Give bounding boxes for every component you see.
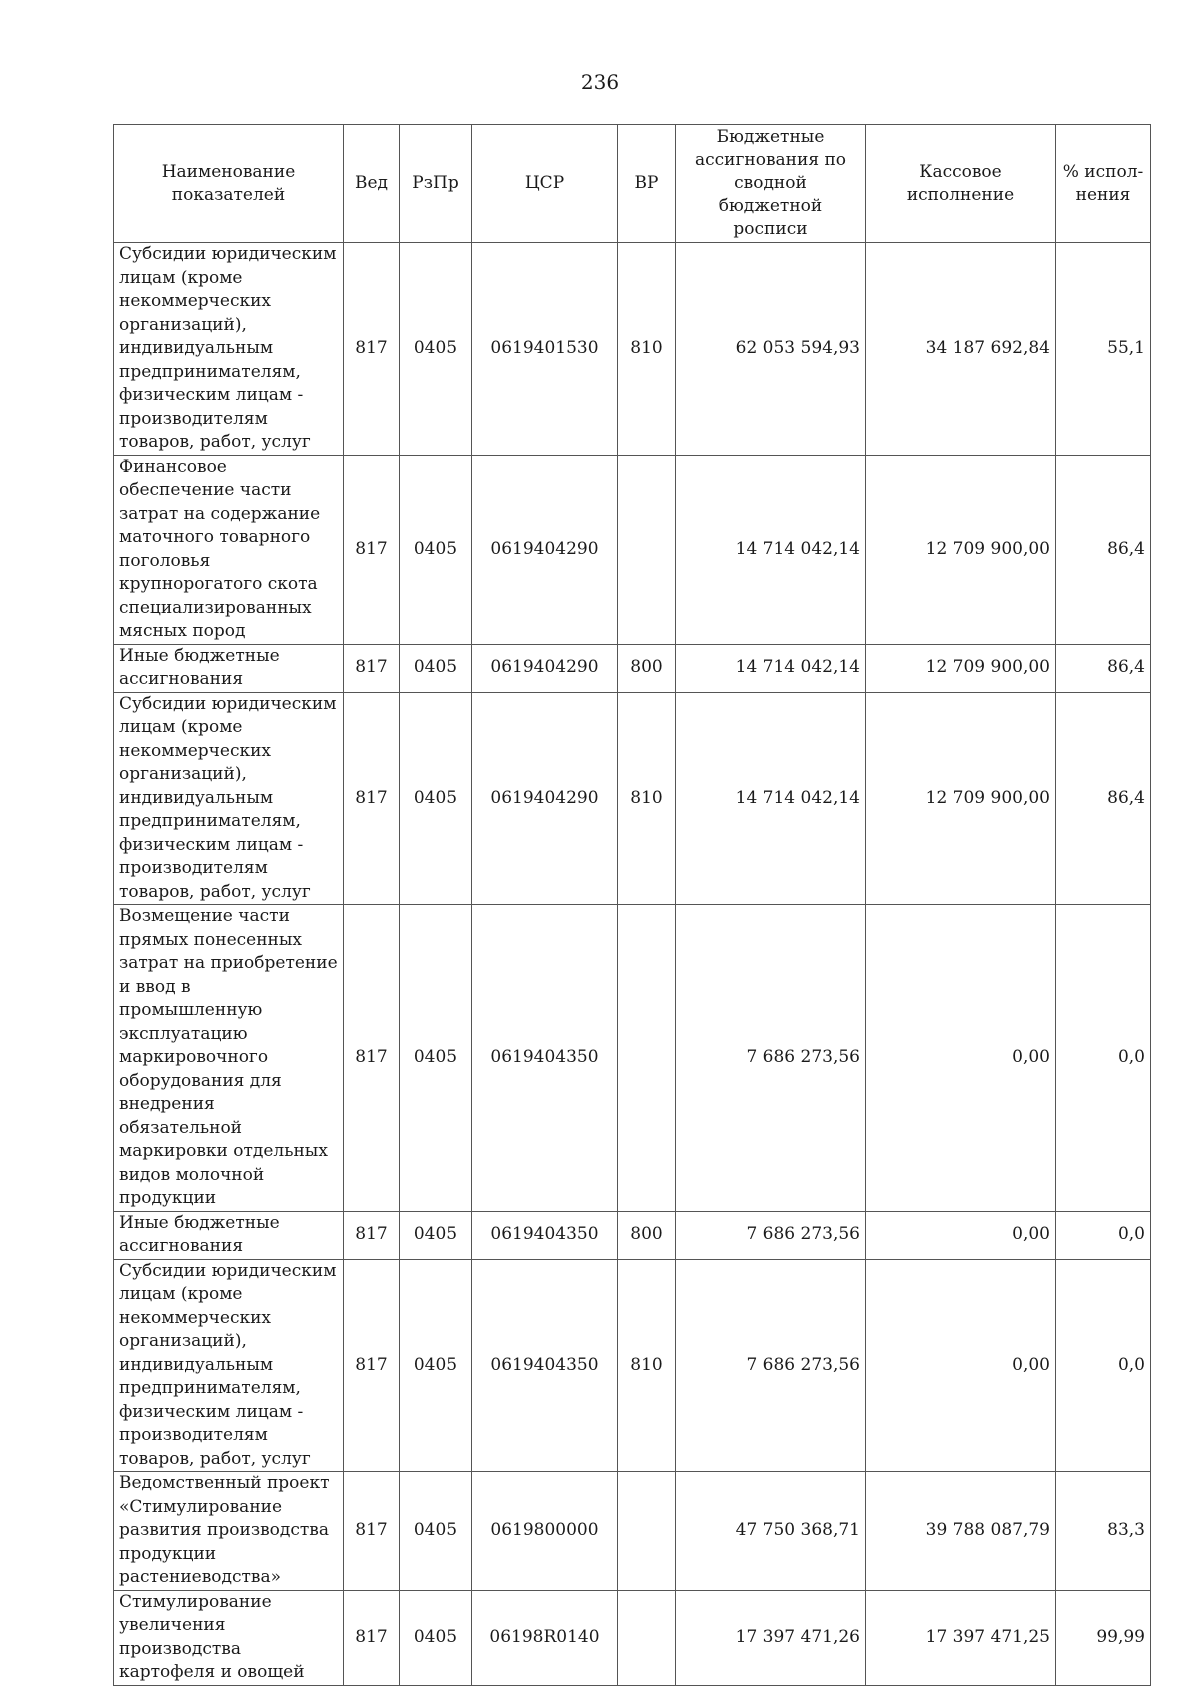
cell-vr: 800 xyxy=(618,644,676,692)
cell-percent: 0,0 xyxy=(1056,1211,1151,1259)
cell-csr: 0619401530 xyxy=(472,243,618,456)
cell-assigned: 14 714 042,14 xyxy=(676,692,866,905)
cell-ved: 817 xyxy=(344,243,400,456)
cell-csr: 0619800000 xyxy=(472,1472,618,1591)
cell-assigned: 14 714 042,14 xyxy=(676,644,866,692)
cell-name: Субсидии юридическим лицам (кроме некоммерческих организаций), индивидуальным предпринимателям, физическим лицам - производителям товаров, работ, услуг xyxy=(114,243,344,456)
header-name: Наименование показателей xyxy=(114,125,344,243)
header-percent: % испол-нения xyxy=(1056,125,1151,243)
cell-assigned: 62 053 594,93 xyxy=(676,243,866,456)
cell-csr: 0619404290 xyxy=(472,644,618,692)
cell-rzpr: 0405 xyxy=(400,243,472,456)
cell-percent: 0,0 xyxy=(1056,1259,1151,1472)
cell-ved: 817 xyxy=(344,1211,400,1259)
cell-name: Иные бюджетные ассигнования xyxy=(114,1211,344,1259)
table-header-row xyxy=(114,125,1151,243)
cell-ved: 817 xyxy=(344,455,400,644)
cell-cash: 12 709 900,00 xyxy=(866,692,1056,905)
cell-rzpr: 0405 xyxy=(400,1590,472,1685)
cell-ved: 817 xyxy=(344,905,400,1212)
cell-cash: 12 709 900,00 xyxy=(866,644,1056,692)
table-row xyxy=(114,455,1151,644)
table-row xyxy=(114,243,1151,456)
cell-ved: 817 xyxy=(344,692,400,905)
cell-name: Субсидии юридическим лицам (кроме некоммерческих организаций), индивидуальным предпринимателям, физическим лицам - производителям товаров, работ, услуг xyxy=(114,1259,344,1472)
cell-rzpr: 0405 xyxy=(400,1472,472,1591)
cell-cash: 34 187 692,84 xyxy=(866,243,1056,456)
cell-vr xyxy=(618,905,676,1212)
cell-cash: 39 788 087,79 xyxy=(866,1472,1056,1591)
cell-vr xyxy=(618,1590,676,1685)
header-vr: ВР xyxy=(618,125,676,243)
cell-percent: 86,4 xyxy=(1056,455,1151,644)
cell-percent: 0,0 xyxy=(1056,905,1151,1212)
cell-ved: 817 xyxy=(344,1472,400,1591)
cell-name: Субсидии юридическим лицам (кроме некоммерческих организаций), индивидуальным предпринимателям, физическим лицам - производителям товаров, работ, услуг xyxy=(114,692,344,905)
cell-csr: 0619404350 xyxy=(472,905,618,1212)
budget-execution-table xyxy=(113,124,1151,1686)
cell-ved: 817 xyxy=(344,1590,400,1685)
cell-name: Возмещение части прямых понесенных затрат на приобретение и ввод в промышленную эксплуатацию маркировочного оборудования для внедрения обязательной маркировки отдельных видов молочной продукции xyxy=(114,905,344,1212)
cell-percent: 86,4 xyxy=(1056,644,1151,692)
cell-vr xyxy=(618,455,676,644)
header-cash: Кассовое исполнение xyxy=(866,125,1056,243)
cell-cash: 0,00 xyxy=(866,1259,1056,1472)
cell-cash: 0,00 xyxy=(866,1211,1056,1259)
header-assigned: Бюджетные ассигнования по сводной бюджетной росписи xyxy=(676,125,866,243)
table-row xyxy=(114,1211,1151,1259)
cell-assigned: 7 686 273,56 xyxy=(676,905,866,1212)
table-row xyxy=(114,692,1151,905)
cell-rzpr: 0405 xyxy=(400,644,472,692)
cell-rzpr: 0405 xyxy=(400,1211,472,1259)
cell-vr: 810 xyxy=(618,1259,676,1472)
table-row xyxy=(114,644,1151,692)
cell-percent: 99,99 xyxy=(1056,1590,1151,1685)
cell-csr: 0619404290 xyxy=(472,692,618,905)
cell-assigned: 17 397 471,26 xyxy=(676,1590,866,1685)
cell-cash: 0,00 xyxy=(866,905,1056,1212)
cell-ved: 817 xyxy=(344,1259,400,1472)
cell-vr: 800 xyxy=(618,1211,676,1259)
header-csr: ЦСР xyxy=(472,125,618,243)
table-row xyxy=(114,1259,1151,1472)
cell-percent: 83,3 xyxy=(1056,1472,1151,1591)
cell-percent: 86,4 xyxy=(1056,692,1151,905)
header-ved: Вед xyxy=(344,125,400,243)
cell-csr: 0619404350 xyxy=(472,1259,618,1472)
cell-percent: 55,1 xyxy=(1056,243,1151,456)
cell-name: Финансовое обеспечение части затрат на содержание маточного товарного поголовья крупнорогатого скота специализированных мясных пород xyxy=(114,455,344,644)
cell-assigned: 7 686 273,56 xyxy=(676,1211,866,1259)
cell-rzpr: 0405 xyxy=(400,455,472,644)
cell-vr: 810 xyxy=(618,243,676,456)
table-row xyxy=(114,1590,1151,1685)
cell-vr xyxy=(618,1472,676,1591)
page-number: 236 xyxy=(580,70,620,94)
cell-csr: 0619404290 xyxy=(472,455,618,644)
cell-cash: 17 397 471,25 xyxy=(866,1590,1056,1685)
cell-csr: 06198R0140 xyxy=(472,1590,618,1685)
cell-vr: 810 xyxy=(618,692,676,905)
cell-name: Иные бюджетные ассигнования xyxy=(114,644,344,692)
table-body xyxy=(114,243,1151,1686)
header-rzpr: РзПр xyxy=(400,125,472,243)
cell-csr: 0619404350 xyxy=(472,1211,618,1259)
table-row xyxy=(114,905,1151,1212)
cell-rzpr: 0405 xyxy=(400,1259,472,1472)
cell-rzpr: 0405 xyxy=(400,692,472,905)
table-row xyxy=(114,1472,1151,1591)
cell-assigned: 47 750 368,71 xyxy=(676,1472,866,1591)
cell-assigned: 7 686 273,56 xyxy=(676,1259,866,1472)
cell-rzpr: 0405 xyxy=(400,905,472,1212)
cell-cash: 12 709 900,00 xyxy=(866,455,1056,644)
cell-ved: 817 xyxy=(344,644,400,692)
cell-assigned: 14 714 042,14 xyxy=(676,455,866,644)
cell-name: Ведомственный проект «Стимулирование развития производства продукции растениеводства» xyxy=(114,1472,344,1591)
cell-name: Стимулирование увеличения производства картофеля и овощей xyxy=(114,1590,344,1685)
